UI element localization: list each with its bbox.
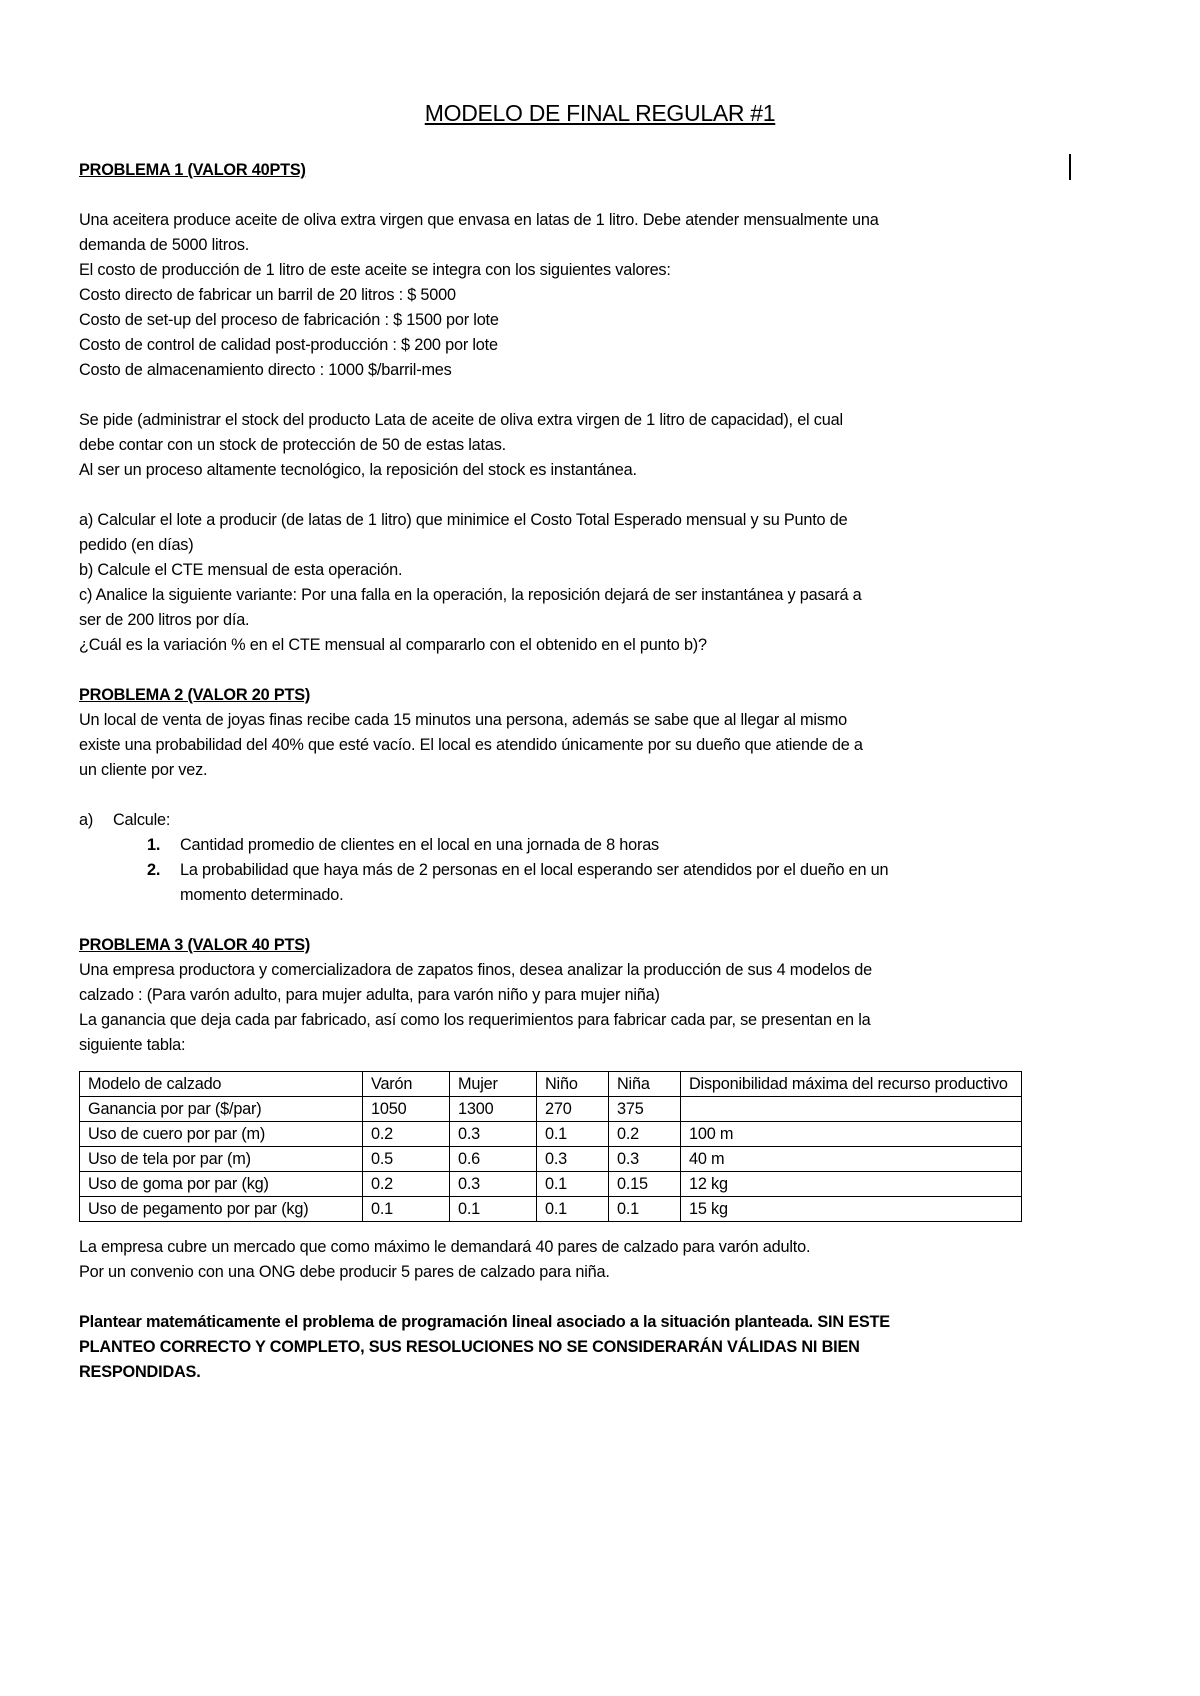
table-cell: Uso de tela por par (m) — [80, 1147, 363, 1172]
list-item-text: La probabilidad que haya más de 2 personas en el local esperando ser atendidos por el dueño en un — [180, 861, 889, 879]
table-cell: 0.15 — [609, 1172, 681, 1197]
table-row — [80, 1122, 1022, 1147]
table-cell: 15 kg — [681, 1197, 1022, 1222]
table-header-cell: Modelo de calzado — [80, 1072, 363, 1097]
list-item — [79, 858, 1079, 883]
resource-table — [79, 1071, 1022, 1222]
list-item-text: Cantidad promedio de clientes en el local en una jornada de 8 horas — [180, 836, 659, 854]
blank-line — [79, 483, 1079, 508]
text-line: Una aceitera produce aceite de oliva extra virgen que envasa en latas de 1 litro. Debe atender mensualmente una — [79, 211, 879, 229]
table-header-cell: Varón — [363, 1072, 450, 1097]
list-item-text: Calcule: — [113, 811, 171, 829]
table-row — [80, 1097, 1022, 1122]
blank-line — [79, 658, 1079, 683]
table-cell: 0.3 — [450, 1172, 537, 1197]
blank-line — [79, 183, 1079, 208]
text-line: a) Calcular el lote a producir (de latas de 1 litro) que minimice el Costo Total Esperado mensual y su Punto de — [79, 511, 848, 529]
table-cell: 0.2 — [609, 1122, 681, 1147]
text-line: Una empresa productora y comercializadora de zapatos finos, desea analizar la producción de sus 4 modelos de — [79, 961, 872, 979]
text-line: Costo de control de calidad post-producción : $ 200 por lote — [79, 336, 498, 354]
table-cell: 1050 — [363, 1097, 450, 1122]
table-cell: 0.1 — [363, 1197, 450, 1222]
text-line: pedido (en días) — [79, 536, 194, 554]
table-cell: 0.5 — [363, 1147, 450, 1172]
text-line: calzado : (Para varón adulto, para mujer adulta, para varón niño y para mujer niña) — [79, 986, 660, 1004]
text-line: demanda de 5000 litros. — [79, 236, 250, 254]
section-heading — [79, 683, 1079, 708]
text-line: Un local de venta de joyas finas recibe cada 15 minutos una persona, además se sabe que al llegar al mismo — [79, 711, 847, 729]
list-marker: 2. — [147, 861, 161, 879]
section-heading-text: PROBLEMA 1 (VALOR 40PTS) — [79, 161, 306, 179]
table-cell: 0.2 — [363, 1172, 450, 1197]
document-body — [79, 158, 1079, 1385]
table-cell: 40 m — [681, 1147, 1022, 1172]
text-line: Se pide (administrar el stock del producto Lata de aceite de oliva extra virgen de 1 litro de capacidad), el cual — [79, 411, 843, 429]
text-line: La empresa cubre un mercado que como máximo le demandará 40 pares de calzado para varón adulto. — [79, 1238, 811, 1256]
table-header-cell: Niño — [537, 1072, 609, 1097]
table-cell: 0.1 — [450, 1197, 537, 1222]
text-line: La ganancia que deja cada par fabricado, así como los requerimientos para fabricar cada par, se presentan en la — [79, 1011, 871, 1029]
bold-instruction-line: Plantear matemáticamente el problema de programación lineal asociado a la situación planteada. SIN ESTE — [79, 1313, 890, 1331]
text-line: Costo de almacenamiento directo : 1000 $/barril-mes — [79, 361, 452, 379]
table-cell — [681, 1097, 1022, 1122]
table-cell: Ganancia por par ($/par) — [80, 1097, 363, 1122]
list-marker: a) — [79, 811, 94, 829]
section-heading-text: PROBLEMA 2 (VALOR 20 PTS) — [79, 686, 311, 704]
text-line: Por un convenio con una ONG debe producir 5 pares de calzado para niña. — [79, 1263, 610, 1281]
blank-line — [79, 783, 1079, 808]
table-cell: Uso de pegamento por par (kg) — [80, 1197, 363, 1222]
blank-line — [79, 383, 1079, 408]
table-cell: 0.1 — [609, 1197, 681, 1222]
table-cell: 0.2 — [363, 1122, 450, 1147]
text-line: un cliente por vez. — [79, 761, 208, 779]
text-line: Al ser un proceso altamente tecnológico, la reposición del stock es instantánea. — [79, 461, 637, 479]
text-line: Costo de set-up del proceso de fabricación : $ 1500 por lote — [79, 311, 499, 329]
table-row — [80, 1147, 1022, 1172]
document-title: MODELO DE FINAL REGULAR #1 — [424, 100, 776, 126]
text-line: debe contar con un stock de protección de 50 de estas latas. — [79, 436, 506, 454]
table-cell: 100 m — [681, 1122, 1022, 1147]
list-marker: 1. — [147, 836, 161, 854]
table-cell: 0.1 — [537, 1172, 609, 1197]
text-line: Costo directo de fabricar un barril de 20 litros : $ 5000 — [79, 286, 456, 304]
section-heading — [79, 933, 1079, 958]
table-cell: 1300 — [450, 1097, 537, 1122]
blank-line — [79, 1285, 1079, 1310]
text-line: ¿Cuál es la variación % en el CTE mensual al compararlo con el obtenido en el punto b)? — [79, 636, 707, 654]
table-cell: 0.1 — [537, 1197, 609, 1222]
table-header-cell: Disponibilidad máxima del recurso productivo — [681, 1072, 1022, 1097]
table-cell: Uso de cuero por par (m) — [80, 1122, 363, 1147]
list-item — [79, 808, 1079, 833]
table-cell: 0.1 — [537, 1122, 609, 1147]
table-header-cell: Mujer — [450, 1072, 537, 1097]
bold-instruction-line: RESPONDIDAS. — [79, 1363, 201, 1381]
text-line: b) Calcule el CTE mensual de esta operación. — [79, 561, 403, 579]
table-cell: Uso de goma por par (kg) — [80, 1172, 363, 1197]
table-row — [80, 1172, 1022, 1197]
blank-line — [79, 908, 1079, 933]
text-line: c) Analice la siguiente variante: Por una falla en la operación, la reposición dejará de ser instantánea y pasará a — [79, 586, 862, 604]
section-heading-text: PROBLEMA 3 (VALOR 40 PTS) — [79, 936, 311, 954]
section-heading — [79, 158, 1079, 183]
table-header-cell: Niña — [609, 1072, 681, 1097]
table-cell: 12 kg — [681, 1172, 1022, 1197]
table-cell: 0.3 — [450, 1122, 537, 1147]
table-cell: 0.6 — [450, 1147, 537, 1172]
list-item-continuation: momento determinado. — [180, 886, 344, 904]
text-line: siguiente tabla: — [79, 1036, 186, 1054]
table-cell: 375 — [609, 1097, 681, 1122]
table-row — [80, 1197, 1022, 1222]
text-line: El costo de producción de 1 litro de este aceite se integra con los siguientes valores: — [79, 261, 671, 279]
bold-instruction-line: PLANTEO CORRECTO Y COMPLETO, SUS RESOLUCIONES NO SE CONSIDERARÁN VÁLIDAS NI BIEN — [79, 1338, 860, 1356]
table-cell: 0.3 — [609, 1147, 681, 1172]
table-cell: 0.3 — [537, 1147, 609, 1172]
table-cell: 270 — [537, 1097, 609, 1122]
text-line: ser de 200 litros por día. — [79, 611, 250, 629]
table-header-row — [80, 1072, 1022, 1097]
text-line: existe una probabilidad del 40% que esté vacío. El local es atendido únicamente por su dueño que atiende de a — [79, 736, 863, 754]
list-item — [79, 833, 1079, 858]
